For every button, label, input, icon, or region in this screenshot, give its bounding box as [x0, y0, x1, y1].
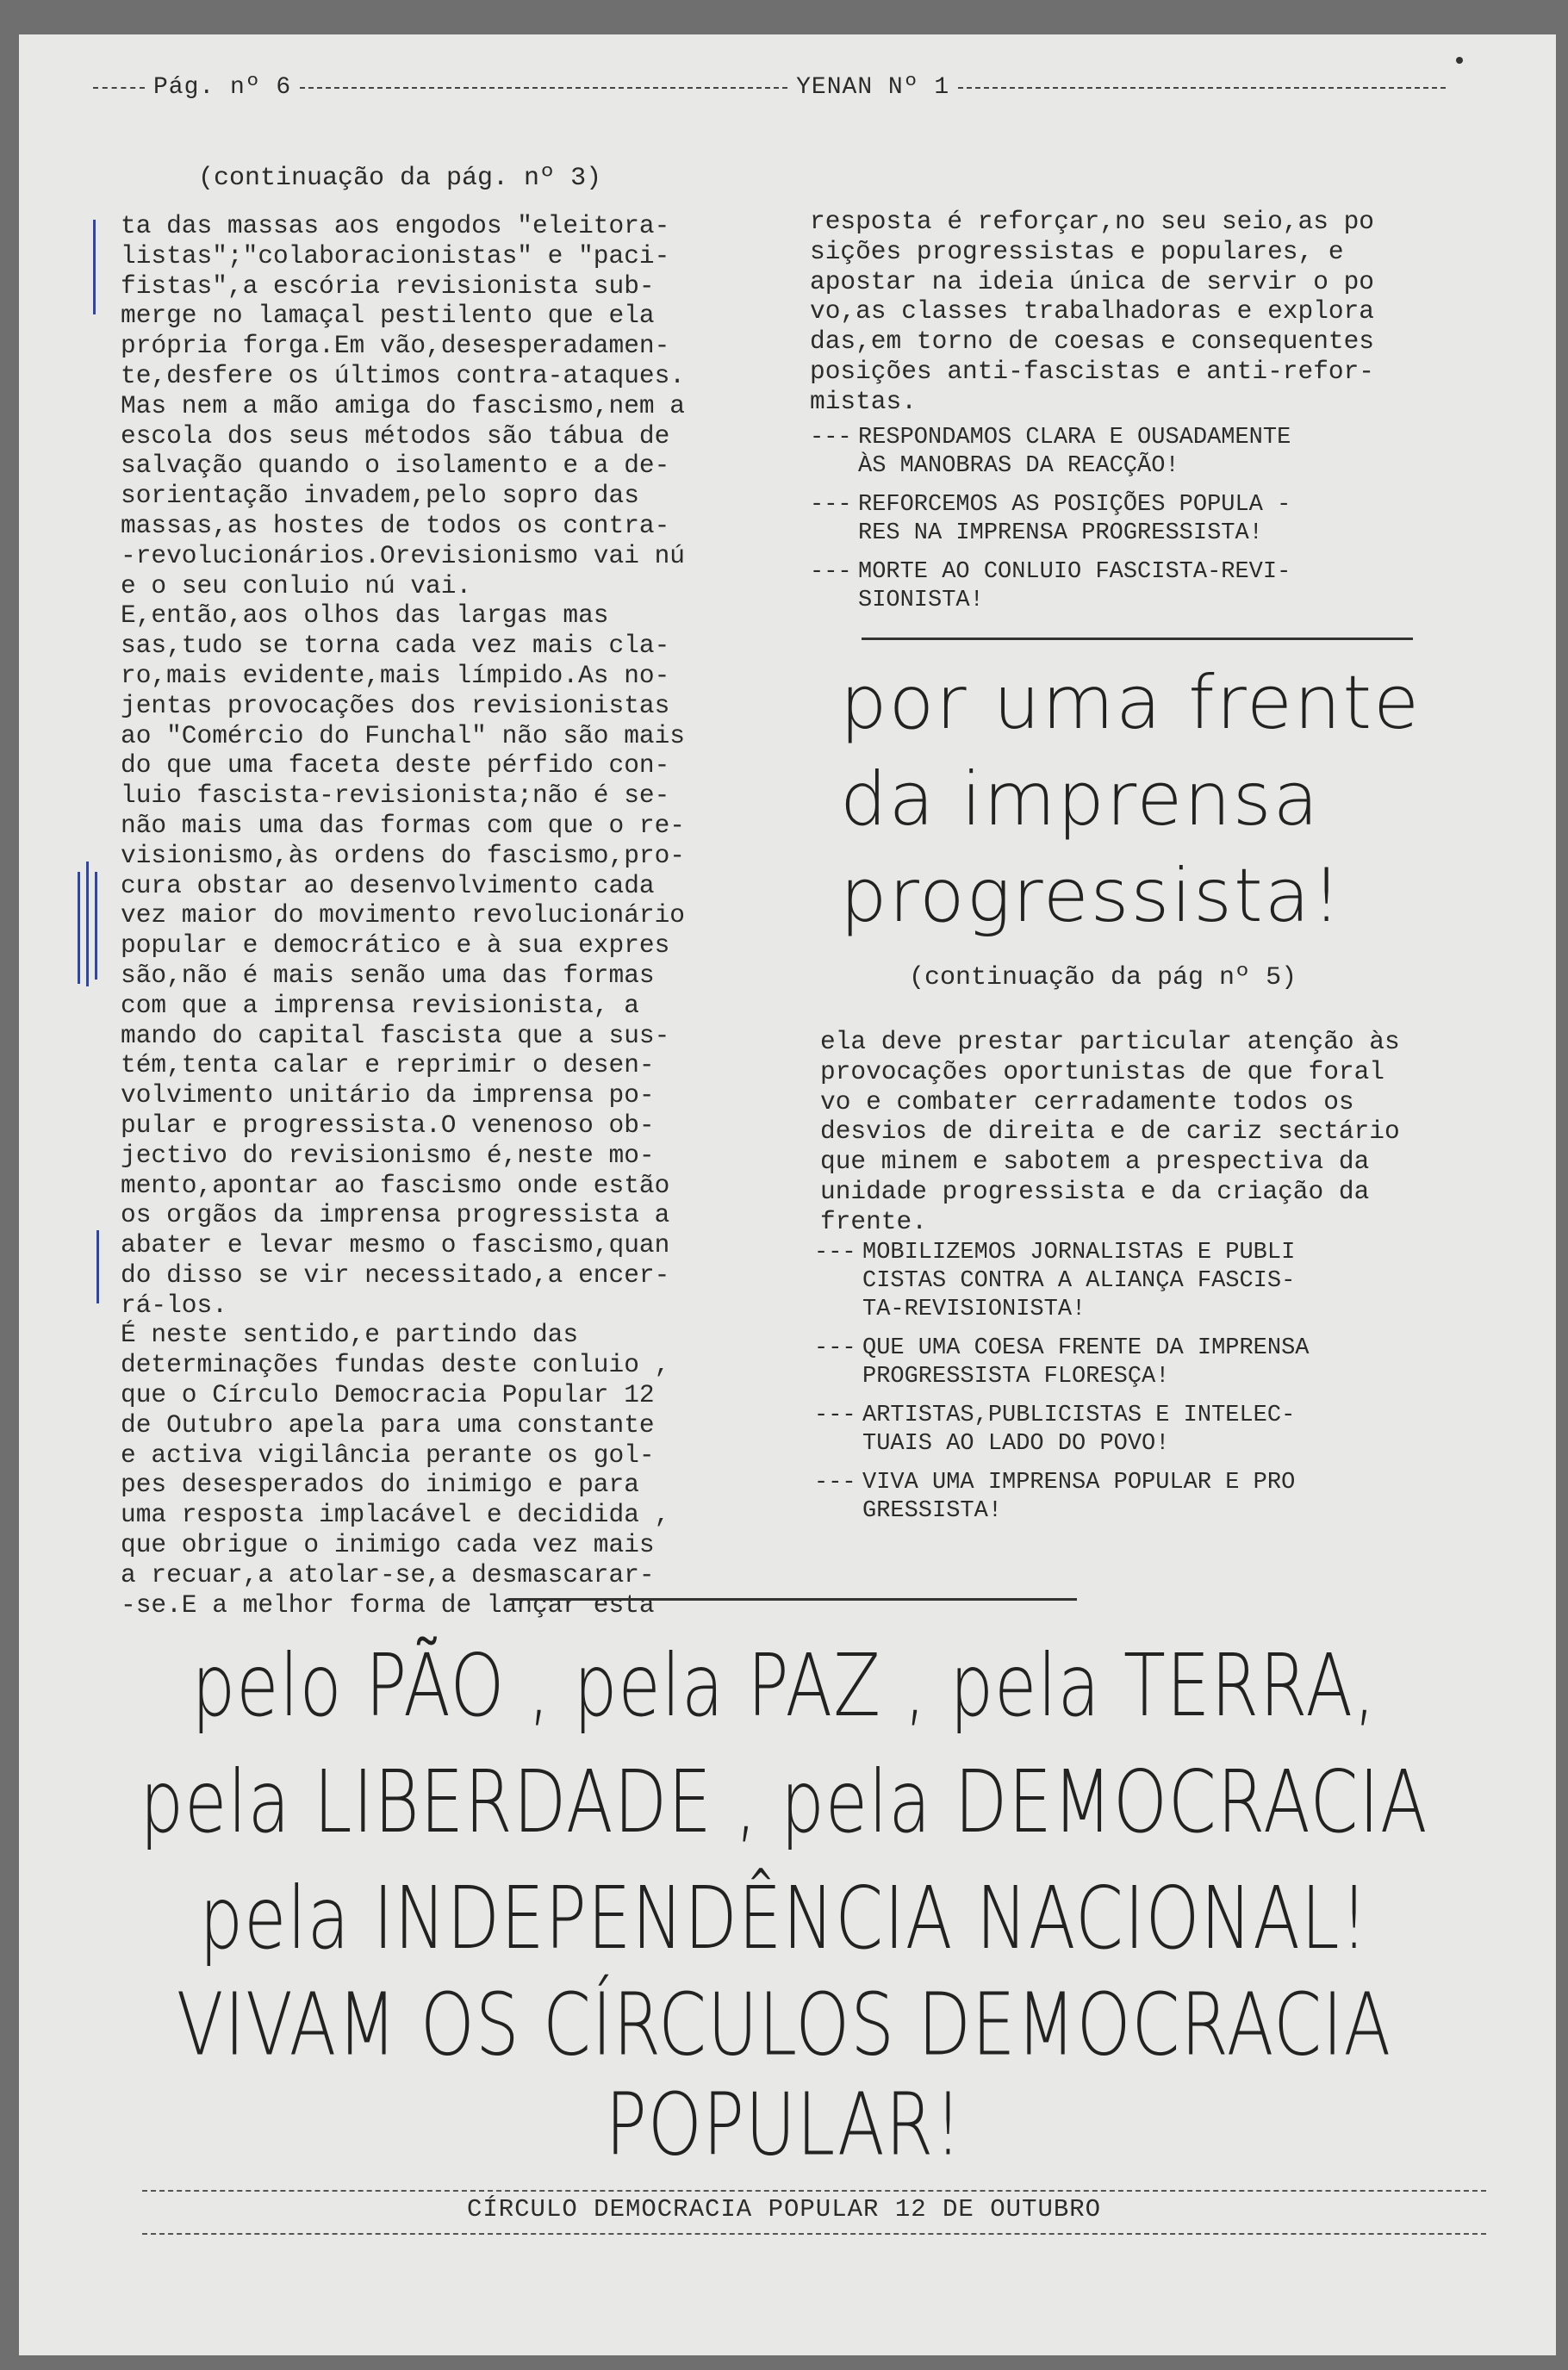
slogan-text: MOBILIZEMOS JORNALISTAS E PUBLI CISTAS CONTRA A ALIANÇA FASCIS- TA-REVISIONISTA!: [862, 1240, 1296, 1322]
banner-line-4: VIVAM OS CÍRCULOS DEMOCRACIA POPULAR!: [176, 1974, 1392, 2175]
margin-mark: [96, 1230, 99, 1303]
right-column-text: resposta é reforçar,no seu seio,as po sições progressistas e populares, e apostar na ideia única de servir o po vo,as classes trabalhadoras e explora das,em torno de coesas e consequentes posições anti-fascistas e anti-refor- mistas.: [810, 207, 1375, 416]
slogan-text: QUE UMA COESA FRENTE DA IMPRENSA PROGRESSISTA FLORESÇA!: [862, 1335, 1310, 1390]
page-number: Pág. nº 6: [153, 74, 292, 101]
footer-rule: [142, 2233, 1486, 2235]
slogan-text: MORTE AO CONLUIO FASCISTA-REVI- SIONISTA!: [858, 559, 1291, 613]
header-rule: [958, 87, 1446, 89]
continuation-note-left: (continuação da pág. nº 3): [198, 164, 602, 193]
banner-line-2: pela LIBERDADE , pela DEMOCRACIA: [140, 1751, 1428, 1852]
slogan-text: VIVA UMA IMPRENSA POPULAR E PRO GRESSISTA!: [862, 1470, 1296, 1524]
margin-mark: [86, 862, 89, 986]
slogan-marker: ---: [810, 425, 852, 451]
margin-mark: [95, 872, 97, 980]
slogan-item: [810, 558, 1465, 615]
continuation-note-right: (continuação da pág nº 5): [909, 963, 1297, 992]
slogan-marker: ---: [814, 1403, 856, 1428]
margin-mark: [78, 872, 80, 984]
slogan-item: [810, 491, 1465, 548]
header-rule: [300, 87, 787, 89]
slogan-list-2: [814, 1239, 1469, 1536]
footer-signature: CÍRCULO DEMOCRACIA POPULAR 12 DE OUTUBRO: [466, 2195, 1102, 2224]
slogan-text: RESPONDAMOS CLARA E OUSADAMENTE ÀS MANOBRAS DA REACÇÃO!: [858, 425, 1291, 479]
slogan-marker: ---: [810, 559, 852, 585]
slogan-list: [810, 424, 1465, 625]
slogan-marker: ---: [814, 1335, 856, 1361]
punch-hole-mark: [1456, 57, 1463, 64]
slogan-item: [814, 1402, 1469, 1459]
footer-rule: [142, 2190, 1486, 2192]
slogan-item: [814, 1469, 1469, 1526]
right-column-text-continued: ela deve prestar particular atenção às provocações oportunistas de que foral vo e combater cerradamente todos os desvios de direita e de cariz sectário que minem e sabotem a prespectiva da unidade progressista e da criação da frente.: [820, 1027, 1400, 1236]
slogan-marker: ---: [814, 1470, 856, 1496]
banner-line-3: pela INDEPENDÊNCIA NACIONAL!: [199, 1868, 1369, 1969]
publication-title: YENAN Nº 1: [796, 74, 950, 101]
section-divider: [862, 638, 1413, 640]
left-column-text: ta das massas aos engodos "eleitora- listas";"colaboracionistas" e "paci- fistas",a escória revisionista sub- merge no lamaçal pestilento que ela própria forga.Em vão,desesperadamen- te,desfere os últimos contra-ataques. Mas nem a mão amiga do fascismo,nem a escola dos seus métodos são tábua de salvação quando o isolamento e a de- sorientação invadem,pelo sopro das massas,as hostes de todos os contra- -revolucionários.Orevisionismo vai nú e o seu conluio nú vai. E,então,aos olhos das largas mas sas,tudo se torna cada vez mais cla- ro,mais evidente,mais límpido.As no- jentas provocações dos revisionistas ao "Comércio do Funchal" não são mais do que uma faceta deste pérfido con- luio fascista-revisionista;não é se- não mais uma das formas com que o re- visionismo,às ordens do fascismo,pro- cura obstar ao desenvolvimento cada vez maior do movimento revolucionário popular e democrático e à sua expres são,não é mais senão uma das formas com que a imprensa revisionista, a mando do capital fascista que a sus- tém,tenta calar e reprimir o desen- volvimento unitário da imprensa po- pular e progressista.O venenoso ob- jectivo do revisionismo é,neste mo- mento,apontar ao fascismo onde estão os orgãos da imprensa progressista a abater e levar mesmo o fascismo,quan do disso se vir necessitado,a encer- rá-los. É neste sentido,e partindo das determinações fundas deste conluio , que o Círculo Democracia Popular 12 de Outubro apela para uma constante e activa vigilância perante os gol- pes desesperados do inimigo e para uma resposta implacável e decidida , que obrigue o inimigo cada vez mais a recuar,a atolar-se,a desmascarar- -se.E a melhor forma de lançar esta: [121, 211, 686, 1620]
article-headline: por uma frente da imprensa progressista!: [840, 660, 1422, 939]
slogan-text: ARTISTAS,PUBLICISTAS E INTELEC- TUAIS AO LADO DO POVO!: [862, 1403, 1296, 1457]
margin-mark: [93, 220, 96, 314]
slogan-item: [814, 1334, 1469, 1391]
banner-line-1: pelo PÃO , pela PAZ , pela TERRA,: [191, 1635, 1377, 1736]
slogan-item: [810, 424, 1465, 481]
slogan-item: [814, 1239, 1469, 1324]
header-rule: [93, 87, 145, 89]
slogan-text: REFORCEMOS AS POSIÇÕES POPULA - RES NA IMPRENSA PROGRESSISTA!: [858, 492, 1291, 546]
slogan-marker: ---: [814, 1240, 856, 1266]
banner-divider: [508, 1598, 1077, 1601]
slogan-marker: ---: [810, 492, 852, 518]
page-header: [93, 74, 1454, 101]
